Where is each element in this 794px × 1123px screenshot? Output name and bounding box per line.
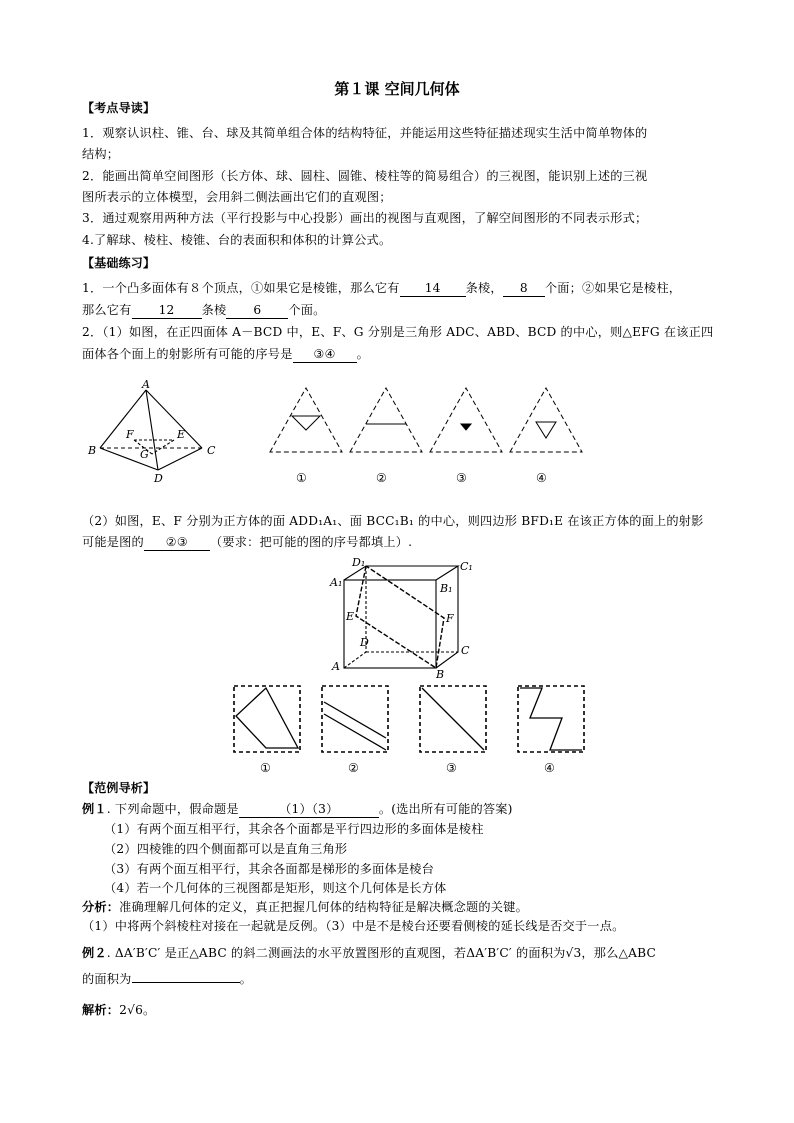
ex1-item-1: （1）有两个面互相平行，其余各个面都是平行四边形的多面体是棱柱: [104, 822, 484, 836]
q1-blank-prism-edges: 12: [132, 303, 202, 319]
ex1-analysis-text: 准确理解几何体的定义，真正把握几何体的结构特征是解决概念题的关键。: [119, 900, 528, 914]
page-title: 第１课 空间几何体: [334, 80, 460, 98]
section-guide: 【考点导读】: [82, 101, 156, 115]
triangle-caption-2: ②: [376, 471, 387, 485]
q1-blank-edges: 14: [400, 281, 466, 297]
square-caption-4: ④: [544, 761, 555, 775]
ex2-line-1: [82, 944, 722, 962]
projection-path-3: [422, 688, 484, 750]
projection-shape-4: [536, 422, 556, 438]
tetra-label-g: G: [140, 448, 149, 461]
guide-line-4: 图所表示的立体模型，会用斜二侧法画出它们的直观图；: [82, 190, 392, 204]
guide-line-1: 1．观察认识柱、锥、台、球及其简单组合体的结构特征，并能运用这些特征描述现实生活中简单物体的: [82, 126, 648, 140]
q1-text-a: 1．一个凸多面体有８个顶点，①如果它是棱锥，那么它有: [82, 281, 400, 295]
ex1-text-a: . 下列命题中，假命题是: [106, 802, 239, 816]
ex1-item-2: （2）四棱锥的四个侧面都可以是直角三角形: [104, 842, 348, 856]
ex1-line: [82, 800, 722, 818]
q2-text-b: 面体各个面上的射影所有可能的序号是: [82, 347, 293, 361]
q3-answer-blank: ②③: [144, 535, 210, 551]
ex1-analysis-label: 分析：: [82, 900, 120, 914]
cube-label-b1: B₁: [440, 582, 453, 595]
cube-label-a: A: [332, 660, 340, 673]
q1-text-g: 个面。: [288, 303, 326, 317]
triangle-projections: [268, 380, 598, 490]
ex2-answer-blank: [132, 982, 240, 983]
cube-label-d1: D₁: [352, 556, 366, 569]
q1-line-2: [82, 301, 722, 319]
square-projections: [232, 684, 612, 784]
ex2-text-c: 的面积为: [82, 972, 132, 986]
tetra-label-f: F: [126, 428, 134, 441]
cube-label-e: E: [346, 610, 355, 623]
q1-line-1: [82, 279, 722, 297]
q1-text-d: 个面；②如果它是棱柱，: [544, 281, 682, 295]
q1-blank-prism-faces: 6: [226, 303, 288, 319]
q1-text-e: 那么它有: [82, 303, 132, 317]
q2-line-2: [82, 345, 722, 363]
q3-line-1: （2）如图，E、F 分别为正方体的面 ADD₁A₁、面 BCC₁B₁ 的中心，则四边形 BFD₁E 在该正方体的面上的射影: [82, 514, 704, 528]
projection-path-1: [236, 688, 298, 748]
square-4: [518, 686, 584, 752]
ex2-solution-end: 。: [143, 1003, 156, 1017]
triangle-2: [350, 388, 422, 452]
q3-text-b: 可能是图的: [82, 535, 144, 549]
triangle-3: [430, 388, 502, 452]
q2-text-end: 。: [356, 347, 369, 361]
cube-label-c1: C₁: [460, 560, 473, 573]
guide-line-3: 2．能画出简单空间图形（长方体、球、圆柱、圆锥、棱柱等的简易组合）的三视图，能识别上述的三视: [82, 169, 648, 183]
cube-label-c: C: [461, 644, 470, 657]
ex2-text-a: . ΔA′B′C′ 是正△ABC 的斜二测画法的水平放置图形的直观图，若ΔA′B′C′ 的面积为: [106, 946, 566, 960]
cube-label-b: B: [436, 668, 445, 681]
cube-label-d: D: [360, 636, 369, 649]
ex2-sqrt: √3: [565, 946, 582, 960]
q2-answer-blank: ③④: [293, 347, 357, 363]
cube-figure: [326, 556, 486, 681]
tetra-label-b: B: [88, 444, 97, 457]
projection-path-4: [520, 688, 582, 750]
cube-label-f: F: [446, 612, 454, 625]
q1-blank-faces: 8: [503, 281, 545, 297]
ex1-note: （1）中将两个斜棱柱对接在一起就是反例。（3）中是不是棱台还要看侧棱的延长线是否交于一点。: [82, 919, 625, 933]
ex1-text-b: 。(选出所有可能的答案): [378, 802, 513, 816]
triangle-caption-3: ③: [456, 471, 467, 485]
ex1-label: 例１: [82, 802, 107, 816]
q1-text-c: 条棱，: [465, 281, 503, 295]
square-caption-3: ③: [446, 761, 457, 775]
ex1-analysis: [82, 898, 722, 916]
ex2-label: 例２: [82, 946, 107, 960]
section-basic: 【基础练习】: [82, 256, 156, 270]
tetra-label-e: E: [177, 428, 186, 441]
ex1-item-3: （3）有两个面互相平行，其余各面都是梯形的多面体是棱台: [104, 862, 435, 876]
guide-line-6: 4.了解球、棱柱、棱锥、台的表面积和体积的计算公式。: [82, 233, 392, 247]
square-caption-2: ②: [348, 761, 359, 775]
tetra-label-a: A: [142, 378, 150, 391]
tetra-label-d: D: [154, 472, 163, 485]
ex2-solution-label: 解析：: [82, 1003, 120, 1017]
tetra-label-c: C: [207, 444, 216, 457]
cube-label-a1: A₁: [330, 576, 343, 589]
ex2-solution-value: 2√6: [119, 1003, 144, 1017]
ex1-item-4: （4）若一个几何体的三视图都是矩形，则这个几何体是长方体: [104, 881, 447, 895]
triangle-caption-1: ①: [296, 471, 307, 485]
projection-shape-1: [292, 416, 320, 430]
guide-line-5: 3．通过观察用两种方法（平行投影与中心投影）画出的视图与直观图，了解空间图形的不同表示形式；: [82, 211, 648, 225]
q3-text-c: （要求：把可能的图的序号都填上）.: [209, 535, 413, 549]
square-caption-1: ①: [260, 761, 271, 775]
tetrahedron-figure: [84, 378, 224, 488]
ex2-solution: [82, 1001, 722, 1019]
ex2-line-2: [82, 970, 722, 988]
projection-shape-3: [461, 424, 471, 430]
q1-text-f: 条棱: [201, 303, 227, 317]
q3-line-2: [82, 533, 722, 551]
ex1-answer-blank: （1）（3）: [239, 802, 379, 818]
ex2-text-d: 。: [239, 972, 252, 986]
triangle-4: [510, 388, 582, 452]
q2-line-1: 2．（1）如图，在正四面体 A－BCD 中，E、F、G 分别是三角形 ADC、ABD、BCD 的中心，则△EFG 在该正四: [82, 325, 714, 339]
guide-line-2: 结构；: [82, 147, 120, 161]
ex2-text-b: ，那么△ABC: [581, 946, 657, 960]
triangle-caption-4: ④: [536, 471, 547, 485]
square-1: [234, 686, 300, 752]
section-examples: 【范例导析】: [82, 781, 156, 795]
